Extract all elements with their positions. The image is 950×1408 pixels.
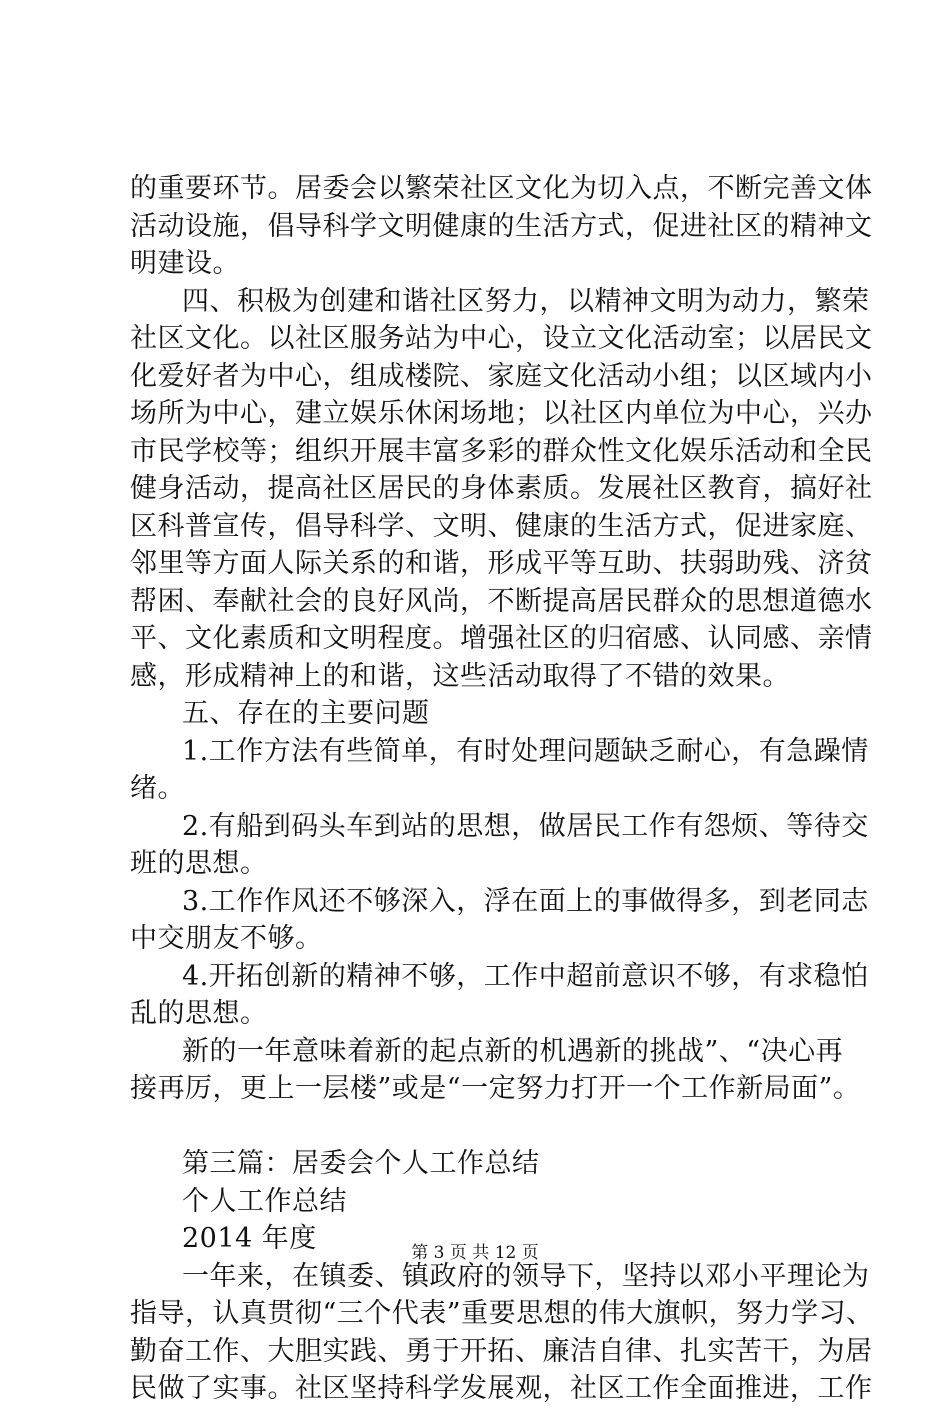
text-line: 一年来，在镇委、镇政府的领导下，坚持以邓小平理论为	[182, 1260, 870, 1292]
blank-line	[130, 1108, 850, 1146]
text-line: 4.开拓创新的精神不够，工作中超前意识不够，有求稳怕	[182, 960, 869, 992]
text-line: 明建设。	[130, 248, 240, 279]
page-number-footer: 第 3 页 共 12 页	[411, 1243, 539, 1263]
text-line: 接再厉，更上一层楼”或是“一定努力打开一个工作新局面”。	[130, 1073, 861, 1104]
text-line: 社区文化。以社区服务站为中心，设立文化活动室；以居民文	[130, 323, 873, 354]
text-line: 3.工作作风还不够深入，浮在面上的事做得多，到老同志	[182, 885, 869, 917]
text-line: 化爱好者为中心，组成楼院、家庭文化活动小组；以区域内小	[130, 360, 873, 392]
text-line: 新的一年意味着新的起点新的机遇新的挑战”、“决心再	[182, 1035, 844, 1067]
text-line: 勤奋工作、大胆实践、勇于开拓、廉洁自律、扎实苦干，为居	[130, 1335, 873, 1367]
text-line: 1.工作方法有些简单，有时处理问题缺乏耐心，有急躁情	[182, 735, 869, 767]
text-line: 感，形成精神上的和谐，这些活动取得了不错的效果。	[130, 660, 790, 692]
document-year: 2014 年度	[182, 1223, 317, 1254]
text-line: 2.有船到码头车到站的思想，做居民工作有怨烦、等待交	[182, 810, 869, 842]
text-line: 民做了实事。社区坚持科学发展观，社区工作全面推进，工作	[130, 1373, 873, 1404]
text-line: 的重要环节。居委会以繁荣社区文化为切入点，不断完善文体	[130, 173, 873, 204]
text-line: 场所为中心，建立娱乐休闲场地；以社区内单位为中心，兴办	[130, 398, 873, 429]
section-heading: 五、存在的主要问题	[182, 698, 430, 729]
text-line: 绪。	[130, 773, 185, 804]
text-line: 帮困、奉献社会的良好风尚，不断提高居民群众的思想道德水	[130, 585, 873, 617]
text-line: 平、文化素质和文明程度。增强社区的归宿感、认同感、亲情	[130, 623, 873, 654]
text-line: 中交朋友不够。	[130, 923, 323, 954]
document-body	[130, 170, 874, 1408]
text-line: 健身活动，提高社区居民的身体素质。发展社区教育，搞好社	[130, 473, 873, 504]
text-line: 乱的思想。	[130, 998, 268, 1029]
text-line: 班的思想。	[130, 848, 268, 879]
text-line: 市民学校等；组织开展丰富多彩的群众性文化娱乐活动和全民	[130, 435, 873, 467]
text-line: 活动设施，倡导科学文明健康的生活方式，促进社区的精神文	[130, 210, 873, 242]
text-line: 邻里等方面人际关系的和谐，形成平等互助、扶弱助残、济贫	[130, 548, 873, 579]
text-line: 四、积极为创建和谐社区努力，以精神文明为动力，繁荣	[182, 285, 870, 317]
chapter-title: 第三篇：居委会个人工作总结	[182, 1148, 540, 1179]
document-title: 个人工作总结	[182, 1185, 347, 1217]
text-line: 区科普宣传，倡导科学、文明、健康的生活方式，促进家庭、	[130, 510, 873, 542]
text-line: 指导，认真贯彻“三个代表”重要思想的伟大旗帜，努力学习、	[130, 1298, 874, 1329]
